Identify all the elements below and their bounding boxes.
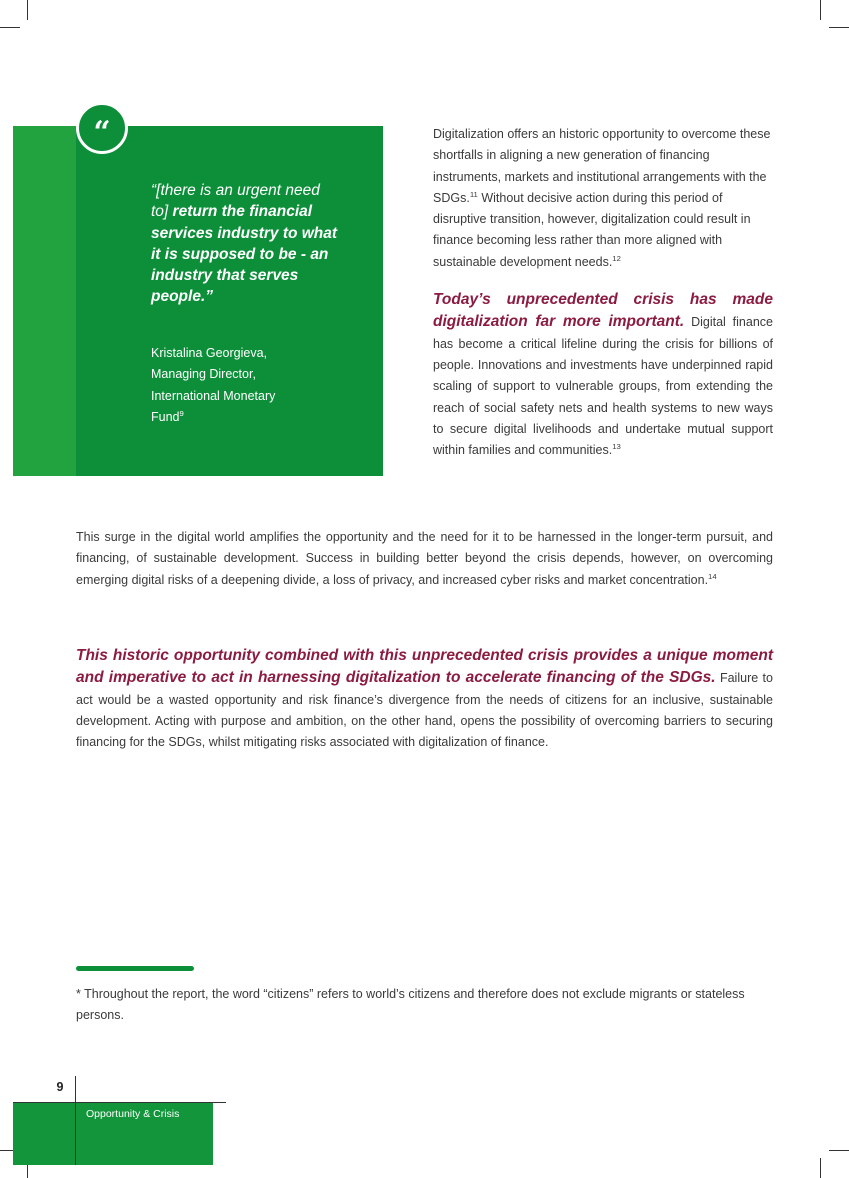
crop-mark bbox=[27, 0, 28, 20]
footnote-ref: 9 bbox=[179, 408, 184, 418]
crop-mark bbox=[820, 0, 821, 20]
page-number: 9 bbox=[56, 1080, 64, 1094]
footer-divider bbox=[13, 1102, 226, 1103]
footnote: * Throughout the report, the word “citizens” refers to world’s citizens and therefore does not exclude migrants or stateless persons. bbox=[76, 987, 745, 1023]
right-column bbox=[433, 124, 773, 461]
crop-mark bbox=[829, 1150, 849, 1151]
quote-box-stripe bbox=[13, 126, 76, 476]
accent-heading: Today’s unprecedented crisis has made digitalization far more important. bbox=[433, 291, 773, 331]
paragraph-digitalization: Digitalization offers an historic opportunity to overcome these shortfalls in aligning a new generation of financing instruments, markets and institutional arrangements with the SDGs.$^{11}$ Without decisive action during this period of disruptive transition, however, digitalization could result in finance becoming less rather than more aligned with sustainable development needs.$^{12}$ bbox=[433, 127, 771, 269]
footer-divider-vertical bbox=[75, 1076, 76, 1165]
crop-mark bbox=[820, 1158, 821, 1178]
author-org-line2: Fund$^9$ bbox=[151, 408, 184, 424]
author-name: Kristalina Georgieva, bbox=[151, 346, 268, 360]
pull-quote bbox=[151, 180, 341, 308]
paragraph-opportunity: This historic opportunity combined with this unprecedented crisis provides a unique moment and imperative to act in harnessing digitalization to accelerate financing of the SDGs. Failure to act would be a wasted opportunity and risk finance’s divergence from the needs of citizens for an inclusive, sustainable development. Acting with purpose and ambition, on the other hand, opens the possibility of overcoming barriers to securing financing for the SDGs, whilst mitigating risks associated with digitalization of finance. bbox=[76, 647, 773, 750]
author-title: Managing Director, bbox=[151, 367, 256, 382]
crop-mark bbox=[0, 27, 20, 28]
author-org: International Monetary bbox=[151, 388, 276, 403]
footnote-ref: 11 bbox=[469, 189, 478, 199]
paragraph-surge: This surge in the digital world amplifies the opportunity and the need for it to be harnessed in the longer-term pursuit, and financing, of sustainable development. Success in building better beyond the crisis depends, however, on overcoming emerging digital risks of a deepening divide, a loss of privacy, and increased cyber risks and market concentration.$^{14}$ bbox=[76, 530, 773, 587]
footnote-ref: 13 bbox=[612, 442, 621, 451]
accent-heading: This historic opportunity combined with this unprecedented crisis provides a unique moment and imperative to act in harnessing digitalization to accelerate financing of the SDGs. bbox=[76, 647, 773, 687]
quote-icon: “ bbox=[76, 102, 128, 154]
pull-quote-lead: “[there is an urgent need to] bbox=[151, 182, 320, 221]
footnote-ref: 12 bbox=[612, 253, 621, 263]
pull-quote-emphasis: return the financial services industry to what it is supposed to be - an industry that serves people.” bbox=[151, 203, 338, 306]
section-label: Opportunity & Crisis bbox=[86, 1108, 180, 1120]
paragraph-crisis: Today’s unprecedented crisis has made digitalization far more important. Digital finance has become a critical lifeline during the crisis for billions of people. Innovations and investments have underpinned rapid scaling of support to vulnerable groups, from extending the reach of social safety nets and health systems to new ways to secure digital livelihoods and undertake mutual support within families and communities.$^{13}$ bbox=[433, 291, 773, 458]
quote-attribution bbox=[151, 343, 351, 428]
crop-mark bbox=[829, 27, 849, 28]
footnote-divider bbox=[76, 966, 194, 971]
footnote-ref: 14 bbox=[708, 571, 717, 581]
